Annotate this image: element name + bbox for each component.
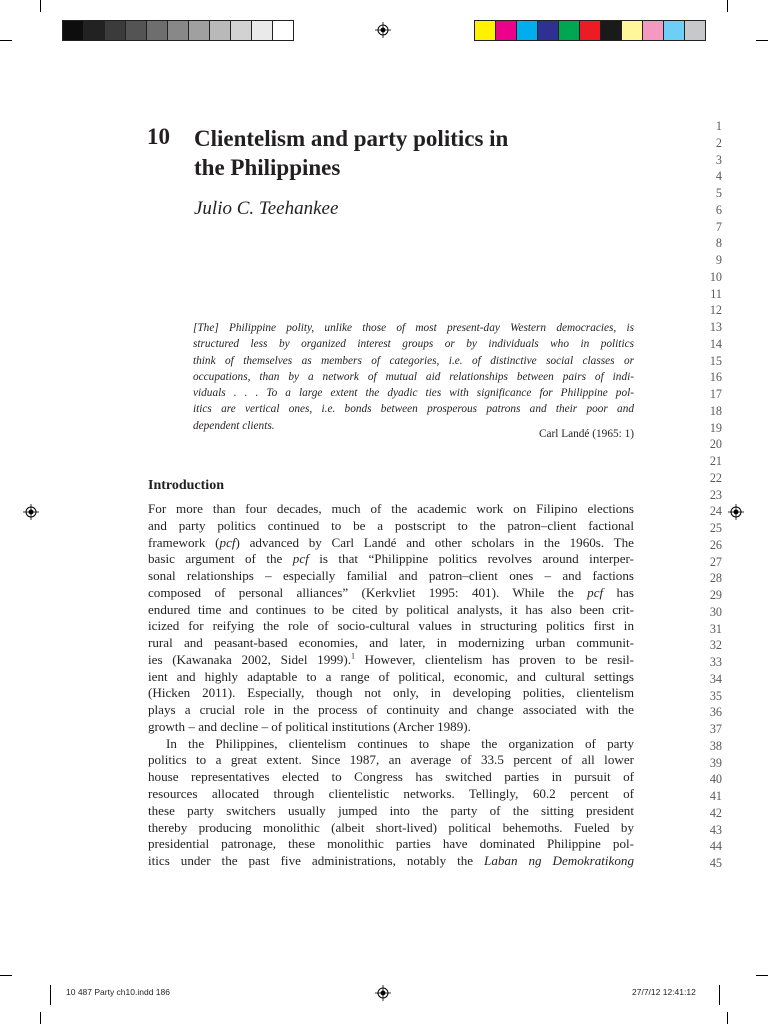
body-line: and party politics continued to be a postscript to the patron–client factional: [148, 517, 634, 533]
color-swatch: [517, 21, 538, 40]
line-number: 13: [709, 320, 722, 334]
crop-mark: [727, 0, 728, 12]
registration-mark-icon: [23, 504, 39, 520]
line-number: 9: [715, 253, 722, 267]
registration-mark-icon: [375, 985, 391, 1001]
line-number: 31: [709, 621, 722, 636]
body-line: (Hicken 2011). Especially, though not only, in developing polities, clientelism: [148, 685, 634, 701]
crop-mark: [50, 985, 51, 1005]
line-number: 26: [709, 537, 722, 552]
body-line: itics under the past five administrations, notably the Laban ng Demokratikong: [148, 853, 634, 869]
crop-mark: [756, 975, 768, 976]
body-line: presidential patronage, these monolithic parties have dominated Philippine pol-: [148, 836, 634, 852]
crop-mark: [40, 1012, 41, 1024]
color-swatch: [622, 21, 643, 40]
color-swatch: [643, 21, 664, 40]
color-swatch: [252, 21, 273, 40]
epigraph-line: structured less by organized interest groups or by individuals who in politics: [193, 338, 634, 351]
color-swatch: [189, 21, 210, 40]
body-line: ient and highly adaptable to a range of political, economic, and cultural settings: [148, 668, 634, 684]
color-swatch: [168, 21, 189, 40]
color-swatch: [580, 21, 601, 40]
line-number: 30: [709, 604, 722, 619]
line-number: 23: [709, 487, 722, 502]
line-number: 3: [715, 152, 722, 167]
chapter-author: Julio C. Teehankee: [194, 198, 339, 219]
body-line: endured time and continues to be cited by political analysts, it has also been crit-: [148, 601, 634, 617]
crop-mark: [719, 985, 720, 1005]
body-line: politics to a great extent. Since 1987, an average of 33.5 percent of all lower: [148, 752, 634, 768]
line-number: 21: [709, 454, 722, 468]
epigraph-line: think of themselves as members of categories, i.e. of distinctive social classes or: [193, 354, 634, 367]
line-number: 20: [709, 437, 722, 452]
body-text: [148, 501, 634, 870]
line-number: 43: [709, 822, 722, 837]
body-line: thereby producing monolithic (albeit short-lived) political behemoths. Fueled by: [148, 819, 634, 835]
color-swatch: [559, 21, 580, 40]
line-number: 25: [709, 521, 722, 535]
line-number: 39: [709, 755, 722, 770]
epigraph-attribution: Carl Landé (1965: 1): [538, 428, 634, 440]
line-number: 16: [709, 370, 722, 385]
chapter-number: 10: [147, 124, 170, 149]
epigraph: [193, 320, 634, 434]
line-number: 19: [709, 420, 722, 435]
color-swatch: [147, 21, 168, 40]
chapter-title-line: the Philippines: [194, 155, 341, 180]
line-number: 37: [709, 722, 722, 736]
body-line: house representatives elected to Congress has switched parties in pursuit of: [148, 769, 634, 785]
color-swatch: [84, 21, 105, 40]
crop-mark: [727, 1012, 728, 1024]
chapter-title-line: Clientelism and party politics in: [194, 126, 509, 151]
section-heading: Introduction: [148, 478, 224, 493]
body-line: sonal relationships – especially familial and patron–client ones – and factions: [148, 568, 634, 584]
grayscale-color-bar: [62, 20, 294, 41]
color-swatch: [126, 21, 147, 40]
chapter-title: [194, 124, 614, 182]
process-color-bar: [474, 20, 706, 41]
color-swatch: [210, 21, 231, 40]
body-line: framework (pcf) advanced by Carl Landé and other scholars in the 1960s. The: [148, 534, 634, 550]
line-number: 4: [715, 169, 722, 184]
color-swatch: [601, 21, 622, 40]
line-number: 2: [715, 135, 722, 150]
line-number: 12: [709, 303, 722, 318]
line-number: 17: [709, 387, 722, 401]
footer-file-info: 10 487 Party ch10.indd 186: [66, 987, 170, 997]
line-number: 36: [709, 705, 722, 720]
color-swatch: [685, 21, 705, 40]
epigraph-line: dependent clients.: [193, 419, 275, 432]
epigraph-line: occupations, than by a network of mutual aid relationships between pairs of indi-: [193, 370, 634, 383]
color-swatch: [63, 21, 84, 40]
line-number: 10: [709, 269, 722, 284]
color-swatch: [273, 21, 293, 40]
body-line: ies (Kawanaka 2002, Sidel 1999).$^1$ However, clientelism has proven to be resil-: [148, 651, 634, 667]
color-swatch: [231, 21, 252, 40]
line-number: 44: [709, 839, 722, 854]
line-number: 33: [709, 655, 722, 669]
crop-mark: [0, 975, 12, 976]
line-number: 22: [709, 470, 722, 485]
line-number: 24: [709, 504, 722, 519]
line-number: 18: [709, 403, 722, 418]
footer-timestamp: 27/7/12 12:41:12: [632, 987, 696, 997]
line-numbers: [700, 118, 722, 872]
line-number: 35: [709, 688, 722, 703]
line-number: 11: [710, 286, 722, 301]
crop-mark: [0, 40, 12, 41]
line-number: 42: [709, 805, 722, 820]
body-line: In the Philippines, clientelism continues to shape the organization of party: [166, 735, 634, 751]
color-swatch: [475, 21, 496, 40]
crop-mark: [40, 0, 41, 12]
body-line: growth – and decline – of political institutions (Archer 1989).: [148, 718, 471, 734]
line-number: 1: [715, 119, 722, 133]
line-number: 32: [709, 638, 722, 653]
body-line: rural and peasant-based economies, and later, in modernizing urban communit-: [148, 635, 634, 651]
line-number: 45: [709, 856, 722, 870]
line-number: 34: [709, 671, 722, 686]
line-number: 27: [709, 554, 722, 569]
body-line: these party switchers usually jumped into the party of the sitting president: [148, 802, 634, 818]
epigraph-line: [The] Philippine polity, unlike those of most present-day Western democracies, is: [193, 322, 634, 334]
line-number: 28: [709, 571, 722, 586]
line-number: 7: [715, 219, 722, 234]
registration-mark-icon: [375, 22, 391, 38]
color-swatch: [105, 21, 126, 40]
line-number: 5: [715, 186, 722, 200]
body-line: composed of personal alliances” (Kerkvliet 1995: 401). While the pcf has: [148, 584, 635, 600]
body-line: icized for reifying the role of socio-cultural values in structuring politics first in: [148, 618, 634, 634]
crop-mark: [756, 40, 768, 41]
line-number: 6: [715, 202, 722, 217]
color-swatch: [538, 21, 559, 40]
line-number: 38: [709, 738, 722, 753]
line-number: 15: [709, 353, 722, 368]
color-swatch: [664, 21, 685, 40]
color-swatch: [496, 21, 517, 40]
registration-mark-icon: [728, 504, 744, 520]
line-number: 29: [709, 588, 722, 602]
line-number: 8: [715, 236, 722, 251]
body-line: plays a crucial role in the process of continuity and change associated with the: [148, 702, 634, 718]
epigraph-line: viduals . . . To a large extent the dyadic ties with significance for Philippine pol-: [193, 387, 634, 400]
line-number: 41: [709, 789, 722, 803]
line-number: 14: [709, 336, 722, 351]
line-number: 40: [709, 772, 722, 787]
body-line: For more than four decades, much of the academic work on Filipino elections: [148, 501, 634, 516]
body-line: resources allocated through clientelistic networks. Tellingly, 60.2 percent of: [148, 786, 634, 802]
epigraph-line: itics are vertical ones, i.e. bonds between prosperous patrons and their poor and: [193, 403, 634, 416]
body-line: basic argument of the pcf is that “Philippine politics revolves around interper-: [148, 551, 634, 567]
